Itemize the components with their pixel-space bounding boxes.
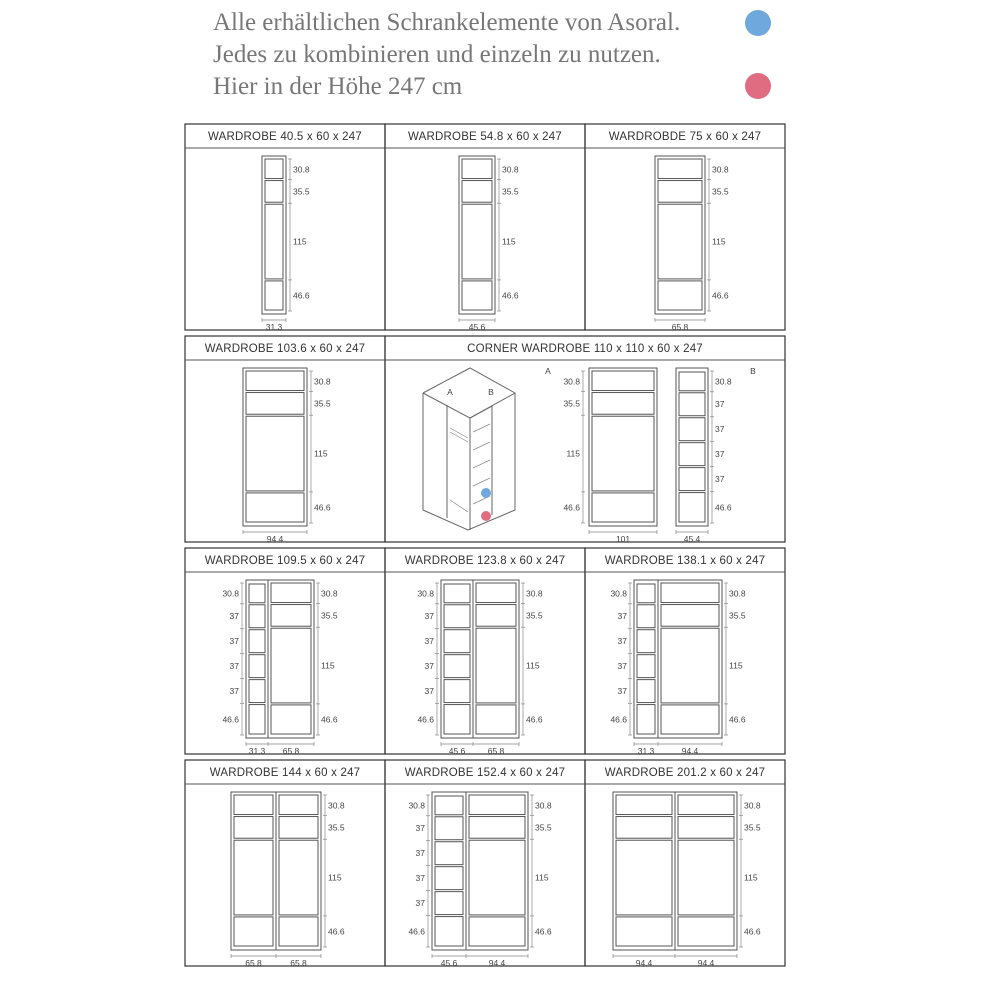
dimension-label: 45.4 — [683, 534, 701, 544]
dimension-label: 35.5 — [293, 186, 310, 197]
dimension-label: 35.5 — [563, 398, 580, 409]
compartment — [462, 181, 492, 203]
dimension-label: 115 — [328, 872, 342, 883]
wardrobe-body — [459, 156, 495, 314]
compartment — [234, 795, 273, 815]
dimension-label: 46.6 — [328, 926, 345, 937]
panel-title: WARDROBE 40.5 x 60 x 247 — [208, 131, 362, 143]
panel — [385, 336, 785, 544]
dimension-label: 46.6 — [314, 502, 331, 513]
dimension-label: 94.4 — [488, 958, 506, 968]
dimension-label: 30.8 — [535, 800, 552, 811]
shelf-compartment — [637, 705, 655, 734]
shelf-compartment — [444, 630, 470, 653]
dimension-label: 35.5 — [744, 822, 761, 833]
shelf-compartment — [444, 655, 470, 678]
compartment — [462, 281, 492, 310]
shelf-compartment — [679, 393, 705, 416]
corner-rail — [450, 432, 468, 442]
compartment — [246, 371, 304, 391]
dimension-label: 30.8 — [417, 588, 434, 599]
compartment — [658, 281, 702, 310]
wardrobe-body — [268, 580, 314, 738]
wardrobe-body — [676, 368, 708, 526]
panel-title: CORNER WARDROBE 110 x 110 x 60 x 247 — [467, 343, 703, 355]
compartment — [234, 917, 273, 946]
shelf-compartment — [435, 892, 463, 915]
dimension-label: 30.8 — [526, 588, 543, 599]
compartment — [616, 795, 672, 815]
shelf-compartment — [637, 630, 655, 653]
dimension-label: 65.8 — [290, 958, 307, 968]
panel-title: WARDROBE 103.6 x 60 x 247 — [204, 343, 366, 355]
panel-frame — [585, 124, 785, 330]
red-marker-dot — [481, 511, 491, 521]
compartment — [279, 795, 318, 815]
dimension-label: 37 — [715, 449, 725, 460]
dimension-label: 46.6 — [610, 714, 627, 725]
dimension-label: 35.5 — [328, 822, 345, 833]
dimension-label: 30.8 — [563, 376, 580, 387]
dimension-label: 46.6 — [502, 290, 519, 301]
dimension-label: 115 — [729, 660, 743, 671]
dimension-label: 46.6 — [293, 290, 310, 301]
dimension-label: 115 — [535, 872, 549, 883]
dimension-label: 46.6 — [729, 714, 746, 725]
dimension-label: 35.5 — [729, 610, 746, 621]
dimension-label: 46.6 — [535, 926, 552, 937]
panel-title: WARDROBE 201.2 x 60 x 247 — [604, 767, 766, 779]
dimension-label: 30.8 — [712, 164, 729, 175]
shelf-compartment — [679, 418, 705, 441]
corner-shelf — [473, 442, 490, 450]
dimension-label: 30.8 — [321, 588, 338, 599]
panel-title: WARDROBE 54.8 x 60 x 247 — [408, 131, 562, 143]
panel-title: WARDROBE 152.4 x 60 x 247 — [404, 767, 566, 779]
dimension-label: 37 — [229, 611, 239, 622]
compartment — [678, 917, 734, 946]
dimension-label: 30.8 — [610, 588, 627, 599]
dimension-label: 45.6 — [448, 746, 466, 756]
blue-marker-dot — [481, 488, 491, 498]
panel-title: WARDROBE 123.8 x 60 x 247 — [404, 555, 566, 567]
dimension-label: 115 — [293, 236, 307, 247]
wardrobe-body — [613, 792, 675, 950]
compartment — [592, 371, 654, 391]
dimension-label: 35.5 — [502, 186, 519, 197]
dimension-label: 30.8 — [729, 588, 746, 599]
wardrobe-body — [589, 368, 657, 526]
dimension-label: 115 — [314, 448, 328, 459]
dimension-label: 35.5 — [526, 610, 543, 621]
dimension-label: 46.6 — [712, 290, 729, 301]
shelf-compartment — [444, 680, 470, 703]
compartment — [265, 281, 283, 310]
panel-frame — [385, 548, 585, 754]
shelf-compartment — [249, 584, 265, 603]
dimension-label: 94.4 — [681, 746, 699, 756]
dimension-label: 46.6 — [408, 926, 425, 937]
dimension-label: 30.8 — [408, 800, 425, 811]
shelf-compartment — [435, 796, 463, 815]
compartment — [678, 795, 734, 815]
dimension-label: 37 — [617, 686, 627, 697]
dimension-label: 37 — [715, 399, 725, 410]
shelf-compartment — [249, 605, 265, 628]
dimension-label: 46.6 — [715, 502, 732, 513]
dimension-label: 45.6 — [440, 958, 458, 968]
dimension-label: 37 — [715, 424, 725, 435]
wardrobe-body — [655, 156, 705, 314]
shelf-compartment — [679, 468, 705, 491]
shelf-compartment — [435, 817, 463, 840]
header-line-2: Jedes zu kombinieren und einzeln zu nutzen. — [213, 41, 661, 68]
panel — [185, 124, 385, 332]
corner-shelf — [473, 424, 490, 432]
dimension-label: 94.4 — [697, 958, 715, 968]
panel — [585, 760, 785, 968]
wardrobe-body — [473, 580, 519, 738]
panel-frame — [185, 336, 385, 542]
compartment — [271, 605, 311, 627]
shelf-compartment — [679, 493, 705, 522]
dimension-label: 45.6 — [468, 322, 486, 332]
compartment — [476, 583, 516, 603]
header-line-3: Hier in der Höhe 247 cm — [213, 73, 463, 100]
corner-shelf — [450, 500, 468, 512]
wardrobe-body — [675, 792, 737, 950]
compartment — [469, 917, 525, 946]
compartment — [246, 493, 304, 522]
dimension-label: 35.5 — [535, 822, 552, 833]
dimension-label: 35.5 — [712, 186, 729, 197]
dimension-label: 37 — [415, 873, 425, 884]
dimension-label: 30.8 — [314, 376, 331, 387]
compartment — [469, 840, 525, 915]
dimension-label: 115 — [502, 236, 516, 247]
dimension-label: 94.4 — [266, 534, 284, 544]
dimension-label: 37 — [715, 474, 725, 485]
header-line-1: Alle erhältlichen Schrankelemente von Asoral. — [213, 9, 681, 36]
compartment — [658, 204, 702, 279]
dimension-label: 35.5 — [321, 610, 338, 621]
shelf-compartment — [249, 630, 265, 653]
wardrobe-body — [658, 580, 722, 738]
compartment — [469, 795, 525, 815]
dimension-label: 37 — [424, 661, 434, 672]
shelf-compartment — [679, 372, 705, 391]
dimension-label: 37 — [229, 661, 239, 672]
dimension-label: 115 — [321, 660, 335, 671]
compartment — [234, 840, 273, 915]
dimension-label: 37 — [229, 636, 239, 647]
wardrobe-body — [441, 580, 473, 738]
panel-title: WARDROBE 144 x 60 x 247 — [209, 767, 361, 779]
dimension-label: 30.8 — [502, 164, 519, 175]
dimension-label: 101 — [615, 534, 631, 544]
front-label-a: A — [545, 366, 551, 376]
compartment — [476, 605, 516, 627]
compartment — [678, 817, 734, 839]
dimension-label: 37 — [424, 686, 434, 697]
panel-frame — [185, 548, 385, 754]
shelf-compartment — [435, 917, 463, 946]
corner-label-a: A — [447, 387, 453, 397]
corner-outline — [423, 368, 515, 530]
corner-rail — [450, 428, 468, 438]
wardrobe-body — [634, 580, 658, 738]
corner-shelf — [473, 460, 490, 468]
dimension-label: 37 — [617, 611, 627, 622]
wardrobe-body — [262, 156, 286, 314]
panel-frame — [185, 124, 385, 330]
panel — [385, 760, 585, 968]
wardrobe-body — [466, 792, 528, 950]
front-label-b: B — [750, 366, 756, 376]
corner-label-b: B — [488, 387, 494, 397]
panel-title: WARDROBE 138.1 x 60 x 247 — [604, 555, 766, 567]
dimension-label: 37 — [617, 661, 627, 672]
dimension-label: 115 — [526, 660, 540, 671]
compartment — [271, 628, 311, 703]
compartment — [462, 159, 492, 179]
dimension-label: 37 — [415, 898, 425, 909]
dimension-label: 31.3 — [248, 746, 266, 756]
shelf-compartment — [444, 584, 470, 603]
shelf-compartment — [249, 680, 265, 703]
panel-frame — [385, 124, 585, 330]
compartment — [279, 840, 318, 915]
dimension-label: 46.6 — [321, 714, 338, 725]
dimension-label: 46.6 — [526, 714, 543, 725]
compartment — [462, 204, 492, 279]
compartment — [476, 628, 516, 703]
shelf-compartment — [637, 680, 655, 703]
compartment — [279, 917, 318, 946]
dimension-label: 115 — [712, 236, 726, 247]
panel-title: WARDROBE 109.5 x 60 x 247 — [204, 555, 366, 567]
shelf-compartment — [679, 443, 705, 466]
dimension-label: 37 — [415, 823, 425, 834]
wardrobe-body — [432, 792, 466, 950]
wardrobe-body — [243, 368, 307, 526]
dimension-label: 46.6 — [417, 714, 434, 725]
shelf-compartment — [435, 842, 463, 865]
dimension-label: 37 — [424, 611, 434, 622]
compartment — [246, 416, 304, 491]
dimension-label: 30.8 — [744, 800, 761, 811]
dimension-label: 115 — [744, 872, 758, 883]
wardrobe-body — [276, 792, 321, 950]
compartment — [616, 840, 672, 915]
compartment — [469, 817, 525, 839]
dimension-label: 30.8 — [222, 588, 239, 599]
compartment — [661, 583, 719, 603]
dimension-label: 31.3 — [265, 322, 283, 332]
dimension-label: 46.6 — [563, 502, 580, 513]
compartment — [246, 393, 304, 415]
compartment — [234, 817, 273, 839]
shelf-compartment — [637, 655, 655, 678]
compartment — [616, 817, 672, 839]
panel — [585, 124, 785, 332]
dimension-label: 30.8 — [715, 376, 732, 387]
dimension-label: 37 — [424, 636, 434, 647]
panel — [585, 548, 785, 756]
dimension-label: 30.8 — [328, 800, 345, 811]
compartment — [265, 204, 283, 279]
dimension-label: 94.4 — [635, 958, 653, 968]
panel-title: WARDROBDE 75 x 60 x 247 — [608, 131, 762, 143]
dimension-label: 37 — [229, 686, 239, 697]
dimension-label: 115 — [566, 448, 580, 459]
dimension-label: 46.6 — [744, 926, 761, 937]
dimension-label: 35.5 — [314, 398, 331, 409]
compartment — [661, 605, 719, 627]
panel — [385, 548, 585, 756]
dimension-label: 46.6 — [222, 714, 239, 725]
compartment — [678, 840, 734, 915]
dimension-label: 31.3 — [637, 746, 655, 756]
dimension-label: 30.8 — [293, 164, 310, 175]
compartment — [658, 159, 702, 179]
compartment — [661, 705, 719, 734]
shelf-compartment — [444, 705, 470, 734]
corner-shelf — [473, 478, 490, 486]
compartment — [271, 705, 311, 734]
dimension-label: 65.8 — [671, 322, 689, 332]
compartment — [592, 493, 654, 522]
shelf-compartment — [249, 705, 265, 734]
wardrobe-body — [231, 792, 276, 950]
panel — [185, 336, 385, 544]
compartment — [271, 583, 311, 603]
shelf-compartment — [435, 867, 463, 890]
panel-frame — [185, 760, 385, 966]
compartment — [658, 181, 702, 203]
compartment — [265, 181, 283, 203]
compartment — [265, 159, 283, 179]
panel — [185, 760, 385, 968]
compartment — [279, 817, 318, 839]
panel — [385, 124, 585, 332]
dimension-label: 37 — [617, 636, 627, 647]
dimension-label: 65.8 — [487, 746, 505, 756]
compartment — [661, 628, 719, 703]
compartment — [592, 393, 654, 415]
shelf-compartment — [444, 605, 470, 628]
dimension-label: 37 — [415, 848, 425, 859]
shelf-compartment — [637, 605, 655, 628]
dimension-label: 65.8 — [282, 746, 300, 756]
compartment — [592, 416, 654, 491]
shelf-compartment — [249, 655, 265, 678]
dimension-label: 65.8 — [245, 958, 262, 968]
shelf-compartment — [637, 584, 655, 603]
compartment — [476, 705, 516, 734]
compartment — [616, 917, 672, 946]
panel — [185, 548, 385, 756]
